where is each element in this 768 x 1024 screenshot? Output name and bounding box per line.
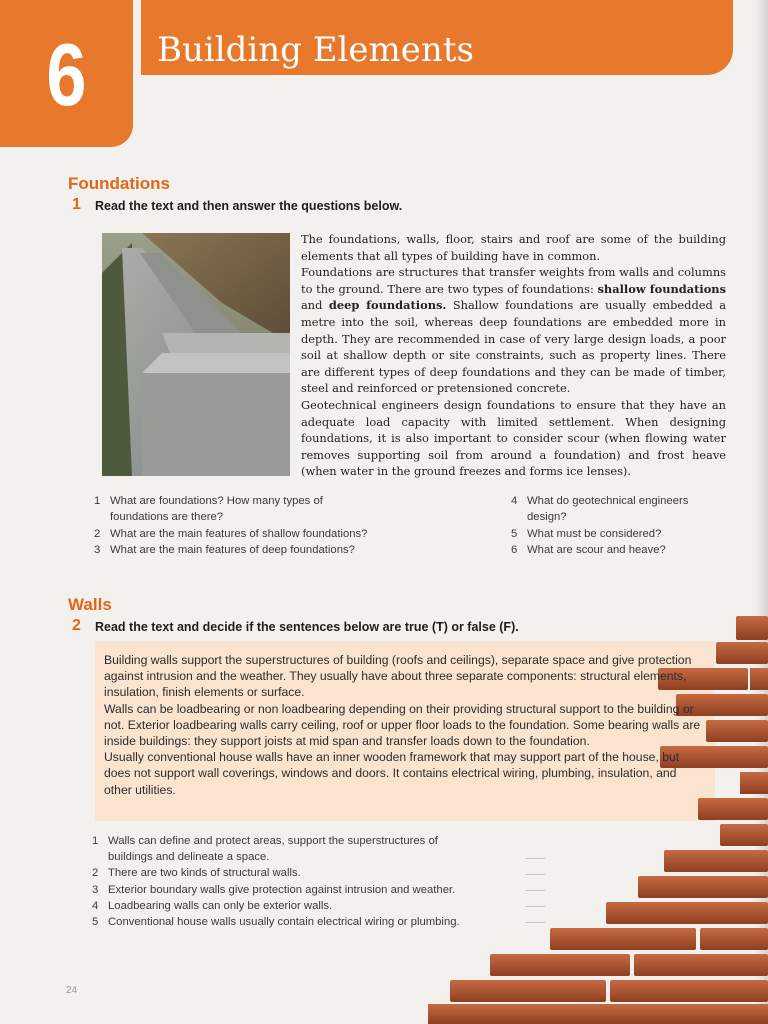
statement-item (92, 914, 512, 930)
question-number: 2 (94, 527, 101, 540)
foundation-photo (102, 233, 290, 476)
question-number: 1 (94, 495, 101, 507)
question-text: What are foundations? How many types of foundations are there? (110, 495, 323, 524)
reading-paragraph: Usually conventional house walls have an inner wooden framework that may support part of the house, but does not support wall coverings, windows and doors. It contains electrical wiring, plumbing, insulation, and other utilities. (104, 750, 680, 797)
unit-number-box (0, 0, 133, 147)
question-number: 4 (511, 495, 518, 507)
exercise-number-2: 2 (72, 617, 81, 634)
answer-line[interactable] (525, 906, 545, 907)
question-item (94, 493, 424, 526)
exercise-instruction-2: Read the text and decide if the sentences below are true (T) or false (F). (95, 620, 519, 634)
question-number: 5 (511, 527, 518, 540)
statement-number: 4 (92, 899, 99, 912)
question-number: 6 (511, 544, 518, 557)
statement-number: 1 (92, 835, 99, 847)
statement-number: 5 (92, 916, 99, 929)
reading-paragraph: Geotechnical engineers design foundations to ensure that they have an adequate load capacity with limited settlement. When designing foundations, it is also important to consider scour (when flowing water removes supporting soil from around a foundation) and frost heave (when water in the ground freezes and forms ice lenses). (301, 397, 726, 479)
foundations-reading-text (301, 231, 726, 480)
statement-number: 2 (92, 867, 99, 880)
reading-paragraph: Building walls support the superstructures of building (roofs and ceilings), separate space and give protection against intrusion and the weather. They usually have about three separate components: structural elements, insulation, finish elements or surface. (104, 653, 692, 700)
statement-text: Loadbearing walls can only be exterior walls. (108, 899, 333, 912)
title-bar (141, 0, 733, 75)
questions-right (511, 493, 731, 559)
answer-line[interactable] (525, 858, 545, 859)
question-item (511, 493, 731, 526)
reading-paragraph: The foundations, walls, floor, stairs and roof are some of the building elements that all types of building have in common. (301, 232, 726, 263)
exercise-number-1: 1 (72, 196, 81, 213)
section-title-foundations: Foundations (68, 174, 170, 193)
question-text: What are scour and heave? (527, 544, 666, 557)
statement-item (92, 833, 512, 865)
answer-line[interactable] (525, 874, 545, 875)
true-false-statements (92, 833, 512, 930)
question-text: What are the main features of deep foundations? (110, 544, 355, 557)
question-item (511, 526, 731, 542)
question-text: What do geotechnical engineers design? (527, 495, 689, 524)
reading-paragraph: Foundations are structures that transfer weights from walls and columns to the ground. There are two types of foundations: shallow foundations and deep foundations. Shallow foundations are usually embedded a metre into the soil, whereas deep foundations are embedded more in depth. They are recommended in case of very large design loads, a poor soil at shallow depth or site constraints, such as property lines. There are different types of deep foundations and they can be made of timber, steel and reinforced or pretensioned concrete. (301, 265, 727, 396)
question-item (511, 542, 731, 558)
reading-paragraph: Walls can be loadbearing or non loadbearing depending on their providing structural support to the building or not. Exterior loadbearing walls carry ceiling, roof or upper floor loads to the foundation. Some bearing walls are inside buildings: they support joists at mid span and transfer loads down to the foundation. (104, 701, 701, 749)
question-item (94, 542, 424, 558)
statement-number: 3 (92, 883, 99, 896)
question-text: What are the main features of shallow foundations? (110, 527, 368, 540)
statement-item (92, 882, 512, 898)
answer-line[interactable] (525, 890, 545, 891)
unit-number: 6 (46, 25, 87, 124)
question-text: What must be considered? (527, 527, 662, 540)
key-term: shallow foundations (597, 281, 726, 296)
walls-reading-text (104, 652, 704, 798)
statement-text: Conventional house walls usually contain electrical wiring or plumbing. (108, 916, 460, 929)
questions-left (94, 493, 424, 559)
exercise-instruction-1: Read the text and then answer the questions below. (95, 199, 403, 213)
question-item (94, 526, 424, 542)
statement-text: There are two kinds of structural walls. (108, 867, 301, 880)
statement-item (92, 898, 512, 914)
answer-line[interactable] (525, 922, 545, 923)
statement-text: Walls can define and protect areas, support the superstructures of buildings and delineate a space. (108, 835, 438, 864)
key-term: deep foundations. (328, 298, 447, 313)
page-title: Building Elements (157, 30, 474, 70)
statement-item (92, 865, 512, 881)
section-title-walls: Walls (68, 595, 112, 614)
question-number: 3 (94, 544, 101, 557)
statement-text: Exterior boundary walls give protection against intrusion and weather. (108, 883, 456, 896)
page-number: 24 (66, 985, 78, 996)
